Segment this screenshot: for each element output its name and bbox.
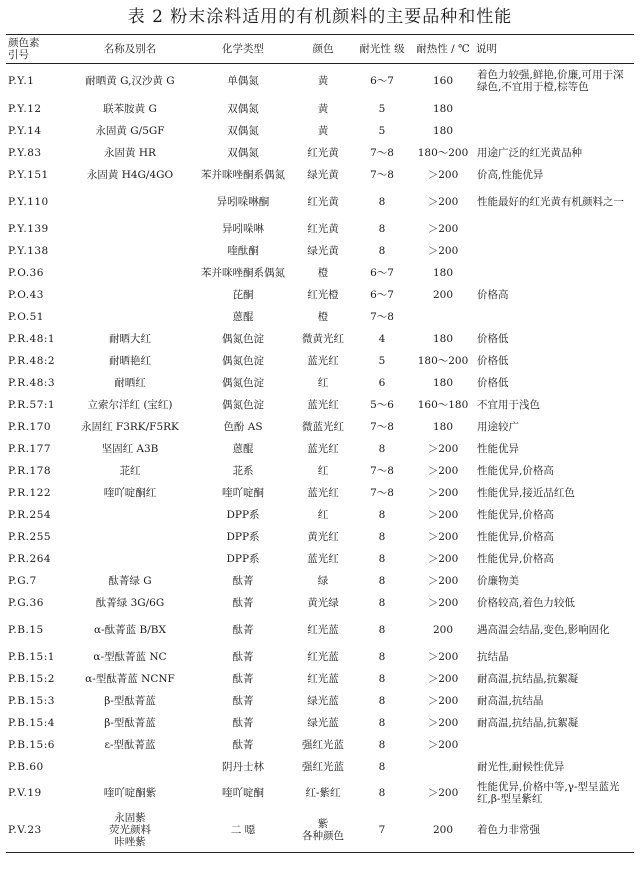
heat-resistance-cell: ＞200 [427,464,459,477]
chemical-type-cell: 芘酮 [232,288,254,301]
heat-resistance-cell: 200 [432,288,454,301]
pigment-index-cell: P.R.48:3 [8,376,56,389]
name-cell: 喹吖啶酮紫 [103,786,157,799]
heat-resistance-cell: 180 [432,124,454,137]
heat-resistance-cell: ＞200 [427,716,459,729]
heat-resistance-cell: 180 [432,102,454,115]
color-cell: 微蓝光红 [302,420,344,433]
name-cell: 耐晒黄 G,汉沙黄 G [85,74,175,87]
table-row [6,120,634,142]
notes-cell: 价廉物美 [477,575,519,587]
notes-cell: 价格高 [477,289,509,301]
notes-cell [476,262,634,284]
notes-cell: 性能优异,价格高 [477,509,554,521]
pigment-index-cell: P.B.15 [8,623,44,636]
chemical-type-cell: 蒽醌 [232,442,254,455]
color-cell: 微黄光红 [302,332,344,345]
table-row [6,372,634,394]
table-row [6,646,634,668]
color-cell: 红光黄 [307,146,339,159]
notes-cell: 用途较广 [477,421,519,433]
notes-cell: 着色力较强,鲜艳,价廉,可用于深绿色,不宜用于橙,棕等色 [477,69,624,93]
table-row [6,570,634,592]
header-name: 名称及别名 [66,35,194,64]
notes-cell [476,98,634,120]
heat-resistance-cell: ＞200 [427,738,459,751]
color-cell: 红光蓝 [307,650,339,663]
pigment-index-cell: P.R.254 [8,508,52,521]
lightfastness-cell: 7～8 [370,168,394,181]
notes-cell: 用途广泛的红光黄品种 [477,147,582,159]
table-body [6,64,634,853]
lightfastness-cell: 7 [354,808,410,853]
table-row [6,548,634,570]
lightfastness-cell: 7～8 [370,146,394,159]
name-cell [66,262,194,284]
name-cell: 耐晒大红 [109,332,151,345]
table-row [6,460,634,482]
heat-resistance-cell: ＞200 [427,168,459,181]
chemical-type-cell: 酞菁 [232,672,254,685]
notes-cell: 耐高温,抗结晶,抗絮凝 [477,717,579,729]
chemical-type-cell: 色酚 AS [223,420,263,433]
heat-resistance-cell: ＞200 [427,486,459,499]
pigment-index-cell: P.B.15:2 [8,672,55,685]
header-pigment-index: 颜色素 引号 [6,35,66,64]
heat-resistance-cell: 200 [432,623,454,636]
heat-resistance-cell: 180 [432,420,454,433]
chemical-type-cell: 酞菁 [232,623,254,636]
pigment-index-cell: P.G.36 [8,596,44,609]
pigment-index-cell: P.V.23 [6,808,66,853]
pigment-table [6,34,634,853]
table-header-row [6,35,634,64]
notes-cell [476,734,634,756]
chemical-type-cell: 酞菁 [232,650,254,663]
name-cell: 坚固红 A3B [101,442,159,455]
color-cell: 蓝光红 [307,398,339,411]
notes-cell: 不宜用于浅色 [477,399,540,411]
pigment-index-cell: P.Y.83 [8,146,42,159]
table-row [6,186,634,218]
color-cell: 红光黄 [307,195,339,208]
table-row [6,64,634,99]
header-heat-resistance: 耐热性 / ℃ [410,35,476,64]
table-row [6,218,634,240]
table-row [6,98,634,120]
lightfastness-cell: 5～6 [370,398,394,411]
pigment-index-cell: P.R.122 [8,486,52,499]
chemical-type-cell: 苯并咪唑酮系偶氮 [201,168,285,181]
table-title: 表 2 粉末涂料适用的有机颜料的主要品种和性能 [127,7,513,27]
table-row [6,438,634,460]
pigment-index-cell: P.B.15:4 [8,716,55,729]
chemical-type-cell: 酞菁 [232,574,254,587]
color-cell: 橙 [317,310,329,323]
pigment-index-cell: P.Y.12 [8,102,42,115]
chemical-type-cell: 双偶氮 [227,102,259,115]
pigment-index-cell: P.Y.138 [8,244,49,257]
lightfastness-cell: 5 [378,354,386,367]
color-cell: 绿光蓝 [307,694,339,707]
color-cell: 蓝光红 [307,442,339,455]
chemical-type-cell: 喹吖啶酮 [222,786,264,799]
name-cell: 喹吖啶酮红 [103,486,157,499]
chemical-type-cell: 偶氮色淀 [222,398,264,411]
table-row [6,416,634,438]
name-cell [66,548,194,570]
pigment-index-cell: P.O.36 [8,266,44,279]
name-cell: 酞菁绿 3G/6G [95,596,165,609]
name-cell: 永固黄 H4G/4GO [86,168,174,181]
name-cell: α-型酞菁蓝 NC [93,650,167,663]
name-cell: ε-型酞菁蓝 [104,738,156,751]
lightfastness-cell: 8 [378,574,386,587]
chemical-type-cell: 单偶氮 [227,74,259,87]
pigment-index-cell: P.Y.139 [8,222,49,235]
name-cell: 苝红 [119,464,141,477]
heat-resistance-cell: ＞200 [427,672,459,685]
name-cell [66,218,194,240]
color-cell: 红 [317,464,329,477]
heat-resistance-cell: ＞200 [427,786,459,799]
table-row [6,240,634,262]
notes-cell [476,306,634,328]
lightfastness-cell: 6～7 [370,266,394,279]
notes-cell: 耐高温,抗结晶 [477,695,544,707]
pigment-index-cell: P.B.15:3 [8,694,55,707]
color-cell: 红 [317,508,329,521]
notes-cell: 性能优异,接近品红色 [477,487,575,499]
chemical-type-cell: 偶氮色淀 [222,354,264,367]
lightfastness-cell: 8 [378,760,386,773]
lightfastness-cell: 4 [378,332,386,345]
heat-resistance-cell [410,306,476,328]
notes-cell: 性能优异,价格高 [477,465,554,477]
lightfastness-cell: 8 [378,786,386,799]
pigment-index-cell: P.B.15:6 [8,738,55,751]
lightfastness-cell: 8 [378,650,386,663]
chemical-type-cell: 双偶氮 [227,146,259,159]
chemical-type-cell: 酞菁 [232,716,254,729]
name-cell: 联苯胺黄 G [103,102,157,115]
table-row [6,350,634,372]
notes-cell: 价高,性能优异 [477,169,544,181]
lightfastness-cell: 8 [378,716,386,729]
heat-resistance-cell: ＞200 [427,442,459,455]
name-cell [66,756,194,778]
name-cell: β-型酞菁蓝 [104,694,156,707]
heat-resistance-cell: 160 [432,74,454,87]
pigment-index-cell: P.R.178 [8,464,52,477]
chemical-type-cell: 酞菁 [232,694,254,707]
name-cell: α-型酞菁蓝 NCNF [85,672,175,685]
chemical-type-cell: 喹酞酮 [227,244,259,257]
color-cell: 强红光蓝 [302,738,344,751]
lightfastness-cell: 8 [378,244,386,257]
color-cell: 绿光黄 [307,244,339,257]
pigment-index-cell: P.Y.14 [8,124,42,137]
table-row [6,808,634,853]
lightfastness-cell: 7～8 [370,486,394,499]
heat-resistance-cell: 180～200 [417,354,469,367]
color-cell: 红 [317,376,329,389]
lightfastness-cell: 7～8 [370,420,394,433]
chemical-type-cell: 蒽醌 [232,310,254,323]
heat-resistance-cell: 200 [410,808,476,853]
pigment-index-cell: P.Y.1 [8,74,35,87]
color-cell: 绿光黄 [307,168,339,181]
chemical-type-cell: 酞菁 [232,596,254,609]
name-cell: 永固紫 荧光颜料 咔唑紫 [66,808,194,853]
lightfastness-cell: 8 [378,694,386,707]
color-cell: 红光黄 [307,222,339,235]
header-notes: 说明 [476,35,634,64]
lightfastness-cell: 8 [378,222,386,235]
chemical-type-cell: 苯并咪唑酮系偶氮 [201,266,285,279]
chemical-type-cell: 阴丹士林 [222,760,264,773]
color-cell: 蓝光红 [307,486,339,499]
lightfastness-cell: 8 [378,623,386,636]
color-cell: 红-紫红 [305,786,341,799]
color-cell: 黄光红 [307,530,339,543]
pigment-index-cell: P.G.7 [8,574,37,587]
heat-resistance-cell: ＞200 [427,195,459,208]
color-cell: 绿光蓝 [307,716,339,729]
pigment-index-cell: P.V.19 [8,786,42,799]
table-row [6,778,634,808]
lightfastness-cell: 7～8 [370,464,394,477]
table-row [6,592,634,614]
lightfastness-cell: 8 [378,442,386,455]
color-cell: 黄 [317,74,329,87]
lightfastness-cell: 8 [378,596,386,609]
heat-resistance-cell: ＞200 [427,244,459,257]
lightfastness-cell: 8 [378,738,386,751]
header-color: 颜色 [292,35,354,64]
chemical-type-cell: DPP系 [226,530,260,543]
notes-cell: 着色力非常强 [476,808,634,853]
name-cell [66,240,194,262]
lightfastness-cell: 6～7 [370,288,394,301]
heat-resistance-cell: ＞200 [427,552,459,565]
heat-resistance-cell: ＞200 [427,596,459,609]
name-cell [66,504,194,526]
pigment-index-cell: P.Y.151 [8,168,49,181]
notes-cell: 性能优异,价格中等,γ-型呈蓝光红,β-型呈紫红 [477,781,620,805]
heat-resistance-cell: 180 [432,376,454,389]
chemical-type-cell: 偶氮色淀 [222,332,264,345]
lightfastness-cell: 5 [378,102,386,115]
name-cell: 酞菁绿 G [108,574,152,587]
name-cell: 耐晒红 [114,376,146,389]
color-cell: 蓝光红 [307,552,339,565]
notes-cell: 遇高温会结晶,变色,影响固化 [477,624,610,636]
color-cell: 黄 [317,102,329,115]
lightfastness-cell: 8 [378,508,386,521]
table-row [6,734,634,756]
pigment-index-cell: P.B.60 [8,760,44,773]
pigment-index-cell: P.B.15:1 [8,650,55,663]
name-cell [66,306,194,328]
name-cell: 永固黄 G/5GF [95,124,165,137]
lightfastness-cell: 6～7 [370,74,394,87]
heat-resistance-cell: ＞200 [427,530,459,543]
table-row [6,668,634,690]
table-row [6,526,634,548]
name-cell: 永固红 F3RK/F5RK [81,420,179,433]
pigment-index-cell: P.R.264 [8,552,52,565]
name-cell: 永固黄 HR [104,146,156,159]
table-row [6,712,634,734]
heat-resistance-cell: 180 [432,266,454,279]
color-cell: 绿 [317,574,329,587]
table-row [6,306,634,328]
chemical-type-cell: 偶氮色淀 [222,376,264,389]
name-cell [66,284,194,306]
table-row [6,262,634,284]
chemical-type-cell: DPP系 [226,508,260,521]
table-row [6,756,634,778]
notes-cell [476,240,634,262]
notes-cell: 性能最好的红光黄有机颜料之一 [477,196,624,208]
color-cell: 蓝光红 [307,354,339,367]
heat-resistance-cell: ＞200 [427,222,459,235]
color-cell: 红光蓝 [307,623,339,636]
chemical-type-cell: 苝系 [232,464,254,477]
lightfastness-cell: 8 [378,195,386,208]
notes-cell: 耐高温,抗结晶,抗絮凝 [477,673,579,685]
notes-cell: 耐光性,耐候性优异 [477,761,565,773]
chemical-type-cell: DPP系 [226,552,260,565]
pigment-index-cell: P.R.170 [8,420,52,433]
notes-cell: 抗结晶 [477,651,509,663]
color-cell: 紫 各种颜色 [292,808,354,853]
lightfastness-cell: 7～8 [370,310,394,323]
table-row [6,284,634,306]
lightfastness-cell: 8 [378,530,386,543]
chemical-type-cell: 双偶氮 [227,124,259,137]
header-lightfastness: 耐光性 级 [354,35,410,64]
lightfastness-cell: 6 [378,376,386,389]
lightfastness-cell: 8 [378,672,386,685]
notes-cell: 性能优异,价格高 [477,531,554,543]
table-row [6,504,634,526]
color-cell: 橙 [317,266,329,279]
color-cell: 红光橙 [307,288,339,301]
heat-resistance-cell [410,756,476,778]
notes-cell: 性能优异,价格高 [477,553,554,565]
notes-cell: 价格低 [477,355,509,367]
pigment-index-cell: P.R.177 [8,442,52,455]
notes-cell: 价格低 [477,377,509,389]
notes-cell: 价格较高,着色力较低 [477,597,575,609]
heat-resistance-cell: 180 [432,332,454,345]
chemical-type-cell: 二 噁 [194,808,292,853]
lightfastness-cell: 8 [378,552,386,565]
chemical-type-cell: 异吲哚啉 [222,222,264,235]
name-cell: β-型酞菁蓝 [104,716,156,729]
chemical-type-cell: 异吲哚啉酮 [216,195,270,208]
heat-resistance-cell: ＞200 [427,694,459,707]
chemical-type-cell: 酞菁 [232,738,254,751]
heat-resistance-cell: ＞200 [427,574,459,587]
table-row [6,614,634,646]
pigment-index-cell: P.R.48:2 [8,354,56,367]
table-row [6,328,634,350]
header-chemical-type: 化学类型 [194,35,292,64]
pigment-index-cell: P.R.255 [8,530,52,543]
pigment-index-cell: P.Y.110 [8,195,49,208]
chemical-type-cell: 喹吖啶酮 [222,486,264,499]
notes-cell [476,218,634,240]
heat-resistance-cell: 180～200 [417,146,469,159]
table-row [6,164,634,186]
table-row [6,482,634,504]
table-row [6,690,634,712]
notes-cell [476,120,634,142]
notes-cell: 性能优异 [477,443,519,455]
color-cell: 红光蓝 [307,672,339,685]
heat-resistance-cell: 160～180 [417,398,469,411]
table-row [6,142,634,164]
table-row [6,394,634,416]
name-cell [66,186,194,218]
color-cell: 强红光蓝 [302,760,344,773]
color-cell: 黄光绿 [307,596,339,609]
name-cell: α-酞菁蓝 B/BX [94,623,166,636]
name-cell: 立索尔洋红 (宝红) [87,398,173,411]
lightfastness-cell: 5 [378,124,386,137]
pigment-index-cell: P.R.57:1 [8,398,56,411]
name-cell: 耐晒艳红 [109,354,151,367]
heat-resistance-cell: ＞200 [427,508,459,521]
heat-resistance-cell: ＞200 [427,650,459,663]
name-cell [66,526,194,548]
pigment-index-cell: P.O.51 [8,310,44,323]
pigment-index-cell: P.O.43 [8,288,44,301]
notes-cell: 价格低 [477,333,509,345]
color-cell: 黄 [317,124,329,137]
pigment-index-cell: P.R.48:1 [8,332,56,345]
